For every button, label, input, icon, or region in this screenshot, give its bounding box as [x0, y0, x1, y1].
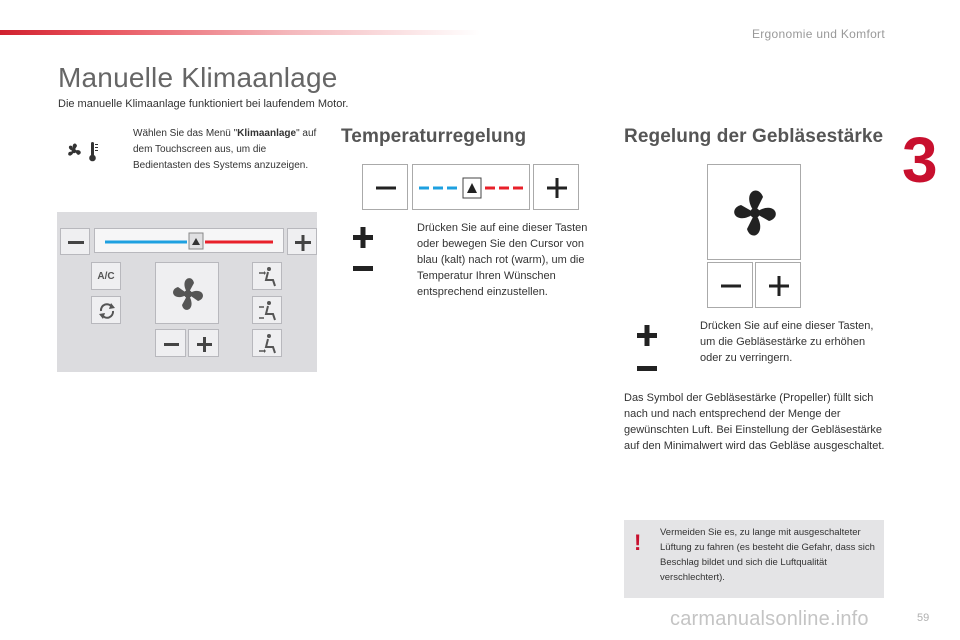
air-to-feet-button[interactable]: [252, 329, 282, 357]
air-to-face-icon: [253, 263, 283, 291]
plus-icon: [288, 229, 318, 256]
section-header: Ergonomie und Komfort: [751, 27, 885, 41]
temperature-heading: Temperaturregelung: [341, 126, 527, 147]
fan-instruction-text: Drücken Sie auf eine dieser Tasten, um die Gebläsestärke zu erhöhen oder zu verringern.: [700, 320, 874, 364]
plus-icon: [534, 165, 580, 211]
plus-icon: [189, 330, 220, 358]
air-to-feet-icon: [253, 330, 283, 358]
fan-minus-button-large[interactable]: [707, 262, 753, 308]
fan-speed-display-large: [707, 164, 801, 260]
minus-icon: [61, 229, 91, 256]
fan-icon: [156, 263, 220, 325]
plus-minus-icon: [634, 324, 664, 376]
temp-plus-button[interactable]: [287, 228, 317, 255]
fan-icon: [708, 165, 802, 261]
climate-menu-icon: [64, 139, 100, 163]
ac-label: A/C: [97, 271, 115, 282]
air-to-face-and-feet-icon: [253, 297, 283, 325]
warning-note-text: Vermeiden Sie es, zu lange mit ausgeschalteter Lüftung zu fahren (es besteht die Gefahr, dass sich Beschlag bildet und sich die Luftqualität verschlechtert).: [660, 527, 875, 583]
minus-icon: [156, 330, 187, 358]
warning-icon: !: [634, 530, 642, 555]
temperature-scale: [95, 229, 285, 254]
recirculation-button[interactable]: [91, 296, 121, 324]
fan-instruction: [680, 318, 890, 366]
fan-minus-button[interactable]: [155, 329, 186, 357]
recirculation-icon: [92, 297, 122, 325]
fan-plus-button-large[interactable]: [755, 262, 801, 308]
menu-name-bold: Klimaanlage: [237, 128, 297, 139]
minus-icon: [363, 165, 409, 211]
fan-speed-display: [155, 262, 219, 324]
temp-minus-button-large[interactable]: [362, 164, 408, 210]
temp-plus-button-large[interactable]: [533, 164, 579, 210]
plus-icon: [756, 263, 802, 309]
chapter-number: 3: [902, 124, 938, 196]
air-to-face-button[interactable]: [252, 262, 282, 290]
air-to-face-and-feet-button[interactable]: [252, 296, 282, 324]
menu-instruction: [115, 126, 325, 174]
plus-minus-icon: [350, 226, 380, 276]
menu-instruction-text: Wählen Sie das Menü ": [133, 128, 238, 139]
ac-button[interactable]: [91, 262, 121, 290]
fan-heading: Regelung der Gebläsestärke: [624, 126, 884, 147]
menu-instruction-text-end: " auf dem Touchscreen aus, um die Bedientasten des Systems anzuzeigen.: [133, 128, 317, 171]
minus-icon: [708, 263, 754, 309]
temp-minus-button[interactable]: [60, 228, 90, 255]
temperature-instruction-text: Drücken Sie auf eine dieser Tasten oder bewegen Sie den Cursor von blau (kalt) nach rot (warm), um die Temperatur Ihren Wünschen entsprechend einzustellen.: [417, 222, 588, 298]
temperature-instruction: [397, 220, 592, 300]
temperature-scale: [413, 165, 531, 211]
header-accent-bar: [0, 30, 480, 35]
intro-text: Die manuelle Klimaanlage funktioniert bei laufendem Motor.: [58, 98, 349, 110]
fan-plus-button[interactable]: [188, 329, 219, 357]
temperature-slider[interactable]: [94, 228, 284, 253]
watermark: carmanualsonline.info: [670, 608, 869, 630]
page-number: 59: [917, 612, 930, 624]
fan-description: Das Symbol der Gebläsestärke (Propeller) füllt sich nach und nach entsprechend der Menge der gewünschten Luft. Bei Einstellung der Gebläsestärke auf den Minimalwert wird das Gebläse ausgeschaltet.: [624, 392, 885, 452]
temperature-slider-large[interactable]: [412, 164, 530, 210]
page-title: Manuelle Klimaanlage: [58, 62, 338, 93]
